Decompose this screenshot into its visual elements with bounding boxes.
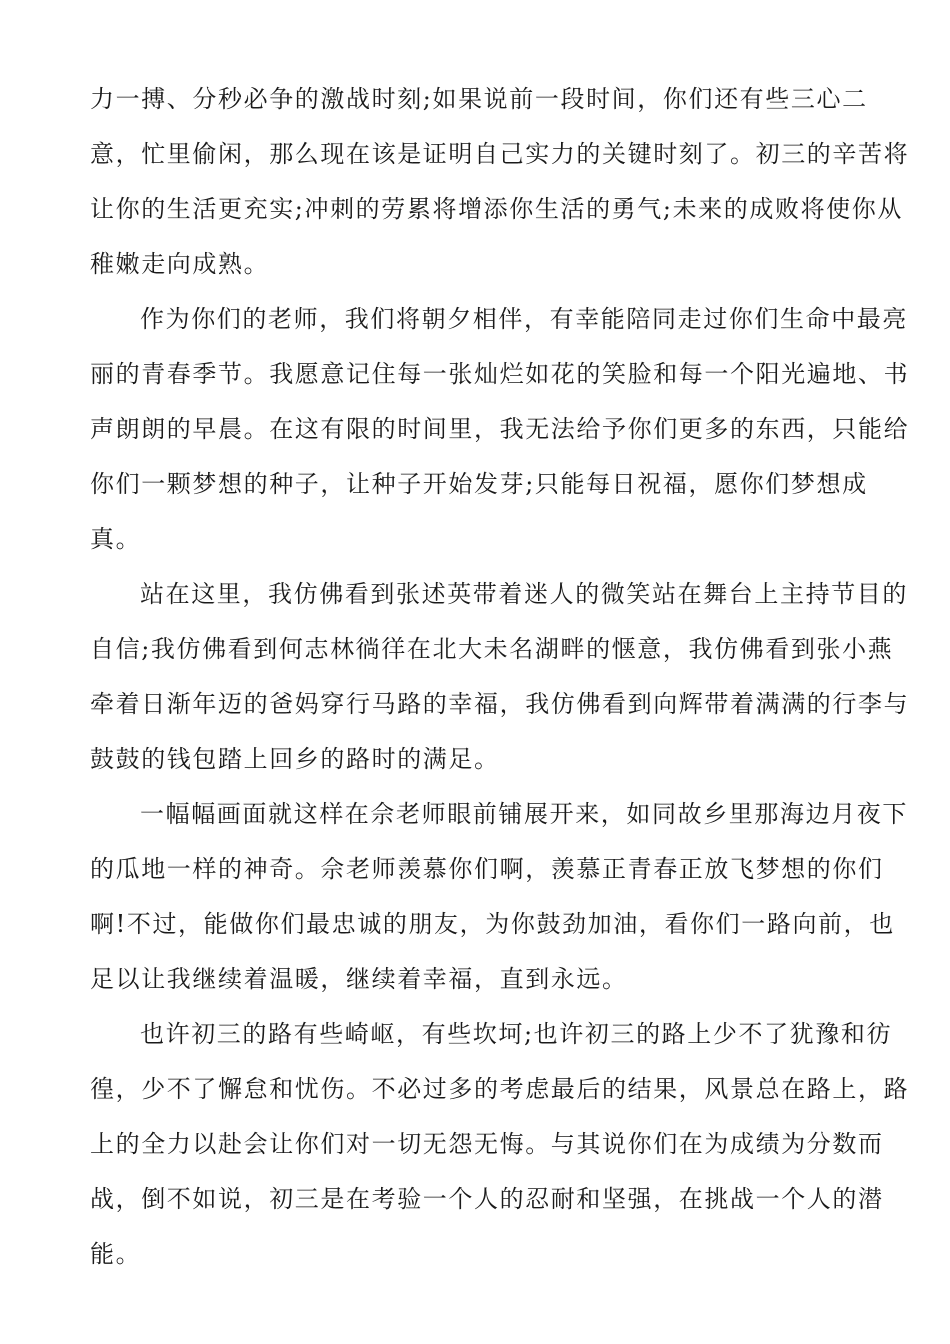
text-line: 啊!不过，能做你们最忠诚的朋友，为你鼓劲加油，看你们一路向前，也	[90, 910, 895, 938]
text-line: 力一搏、分秒必争的激战时刻;如果说前一段时间，你们还有些三心二	[90, 85, 868, 113]
text-line: 你们一颗梦想的种子，让种子开始发芽;只能每日祝福，愿你们梦想成	[90, 470, 868, 498]
text-line: 站在这里，我仿佛看到张述英带着迷人的微笑站在舞台上主持节目的	[140, 580, 908, 608]
text-line: 牵着日渐年迈的爸妈穿行马路的幸福，我仿佛看到向辉带着满满的行李与	[90, 690, 910, 718]
text-line: 稚嫩走向成熟。	[90, 250, 270, 278]
text-line: 一幅幅画面就这样在佘老师眼前铺展开来，如同故乡里那海边月夜下	[140, 800, 908, 828]
text-line: 也许初三的路有些崎岖，有些坎坷;也许初三的路上少不了犹豫和彷	[140, 1020, 893, 1048]
paragraph-3	[90, 571, 910, 791]
text-line: 上的全力以赴会让你们对一切无怨无悔。与其说你们在为成绩为分数而	[90, 1130, 884, 1158]
paragraph-5	[90, 1011, 910, 1286]
text-line: 能。	[90, 1240, 142, 1268]
text-line: 让你的生活更充实;冲刺的劳累将增添你生活的勇气;未来的成败将使你从	[90, 195, 903, 223]
text-line: 战，倒不如说，初三是在考验一个人的忍耐和坚强，在挑战一个人的潜	[90, 1185, 884, 1213]
document-body	[90, 76, 910, 1286]
paragraph-4	[90, 791, 908, 1011]
text-line: 徨，少不了懈怠和忧伤。不必过多的考虑最后的结果，风景总在路上，路	[90, 1075, 910, 1103]
text-line: 鼓鼓的钱包踏上回乡的路时的满足。	[90, 745, 500, 773]
paragraph-1	[90, 76, 910, 296]
text-line: 的瓜地一样的神奇。佘老师羡慕你们啊，羡慕正青春正放飞梦想的你们	[90, 855, 884, 883]
text-line: 声朗朗的早晨。在这有限的时间里，我无法给予你们更多的东西，只能给	[90, 415, 910, 443]
text-line: 丽的青春季节。我愿意记住每一张灿烂如花的笑脸和每一个阳光遍地、书	[90, 360, 910, 388]
text-line: 作为你们的老师，我们将朝夕相伴，有幸能陪同走过你们生命中最亮	[140, 305, 908, 333]
text-line: 足以让我继续着温暖，继续着幸福，直到永远。	[90, 965, 628, 993]
text-line: 自信;我仿佛看到何志林徜徉在北大未名湖畔的惬意，我仿佛看到张小燕	[90, 635, 894, 663]
text-line: 真。	[90, 525, 142, 553]
text-line: 意，忙里偷闲，那么现在该是证明自己实力的关键时刻了。初三的辛苦将	[90, 140, 910, 168]
paragraph-2	[90, 296, 910, 571]
